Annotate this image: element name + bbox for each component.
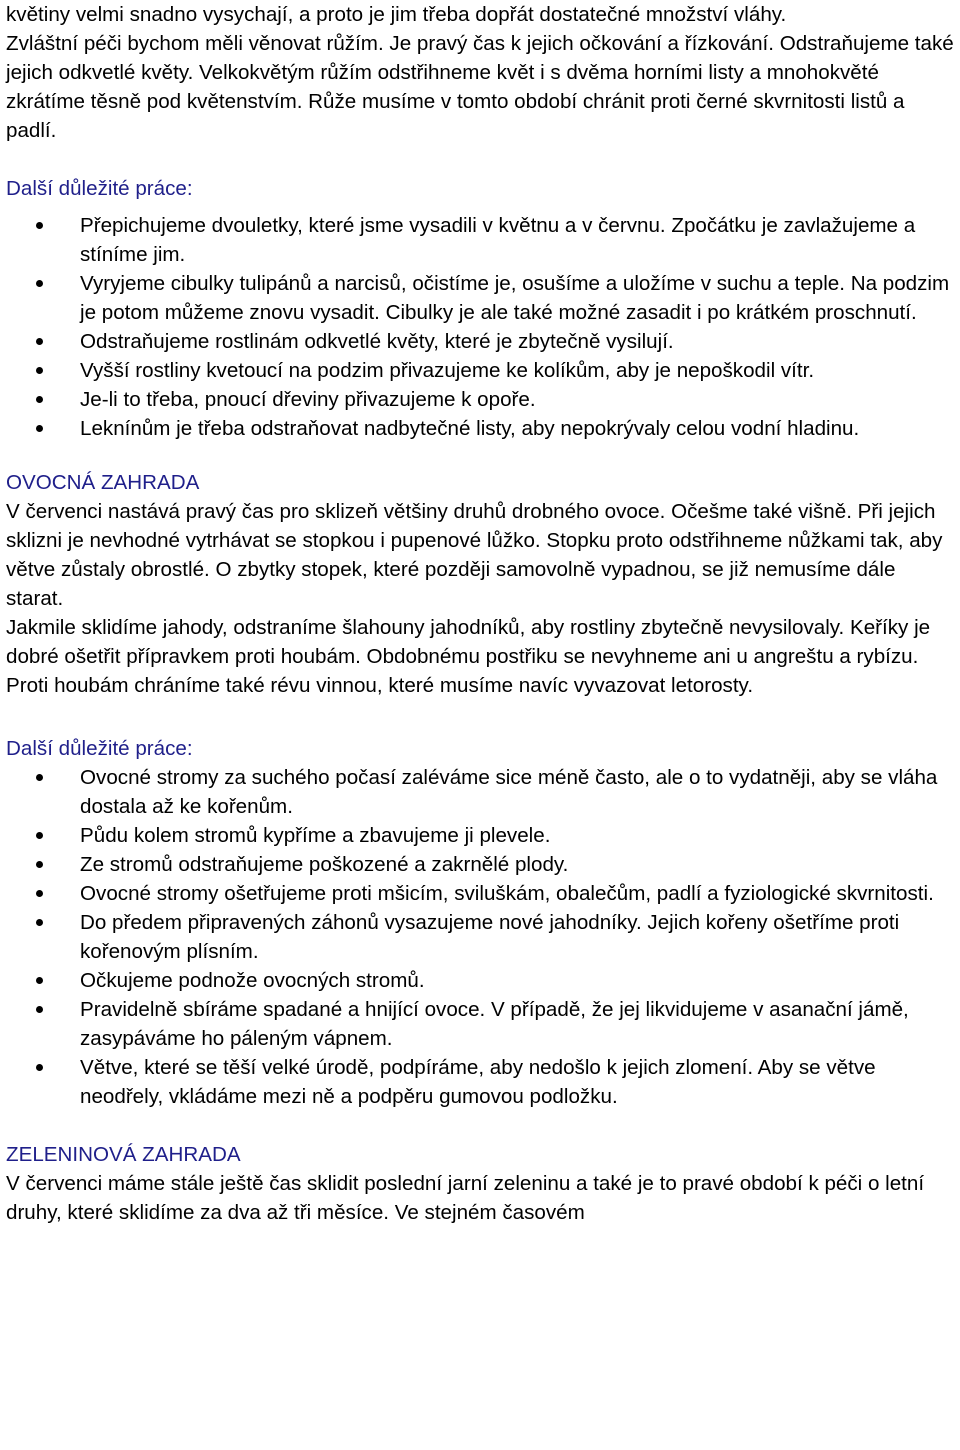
vegetable-section [6, 1140, 956, 1227]
bullet-list [6, 763, 956, 1111]
intro-section [6, 0, 956, 145]
intro-paragraph: květiny velmi snadno vysychají, a proto je jim třeba dopřát dostatečné množství vláhy. [6, 3, 787, 26]
section-other-work-2 [6, 734, 956, 1111]
list-item: Ovocné stromy za suchého počasí zaléváme sice méně často, ale o to vydatněji, aby se vláha dostala až ke kořenům. [6, 763, 956, 821]
list-item: Je-li to třeba, pnoucí dřeviny přivazujeme k opoře. [6, 385, 956, 414]
spacer [6, 1111, 956, 1140]
bullet-icon [36, 367, 43, 374]
bullet-icon [36, 396, 43, 403]
intro-paragraph: Zvláštní péči bychom měli věnovat růžím. Je pravý čas k jejich očkování a řízkování. Odstraňujeme také jejich odkvetlé květy. Velkokvětým růžím odstřihneme květ i s dvěma horními listy a mnohokvěté zkrátíme těsně pod květenstvím. Růže musíme v tomto období chránit proti černé skvrnitosti listů a padlí. [6, 32, 954, 142]
list-item: Vyryjeme cibulky tulipánů a narcisů, očistíme je, osušíme a uložíme v suchu a teple. Na podzim je potom můžeme znovu vysadit. Cibulky je ale také možné zasadit i po krátkém proschnutí. [6, 269, 956, 327]
bullet-icon [36, 280, 43, 287]
list-item: Přepichujeme dvouletky, které jsme vysadili v květnu a v červnu. Zpočátku je zavlažujeme a stíníme jim. [6, 211, 956, 269]
vegetable-paragraph: V červenci máme stále ještě čas sklidit poslední jarní zeleninu a také je to pravé období k péči o letní druhy, které sklidíme za dva až tři měsíce. Ve stejném časovém [6, 1172, 925, 1224]
list-item: Ovocné stromy ošetřujeme proti mšicím, sviluškám, obalečům, padlí a fyziologické skvrnitosti. [6, 879, 956, 908]
section-heading: ZELENINOVÁ ZAHRADA [6, 1143, 241, 1166]
bullet-icon [36, 425, 43, 432]
section-heading: OVOCNÁ ZAHRADA [6, 471, 200, 494]
list-item: Půdu kolem stromů kypříme a zbavujeme ji plevele. [6, 821, 956, 850]
spacer [6, 700, 956, 734]
bullet-icon [36, 832, 43, 839]
bullet-icon [36, 338, 43, 345]
section-heading: Další důležité práce: [6, 737, 193, 760]
spacer [6, 145, 956, 174]
bullet-icon [36, 222, 43, 229]
bullet-icon [36, 1064, 43, 1071]
list-item: Leknínům je třeba odstraňovat nadbytečné listy, aby nepokrývaly celou vodní hladinu. [6, 414, 956, 443]
bullet-icon [36, 977, 43, 984]
list-item: Očkujeme podnože ovocných stromů. [6, 966, 956, 995]
bullet-list [6, 211, 956, 443]
list-item: Pravidelně sbíráme spadané a hnijící ovoce. V případě, že jej likvidujeme v asanační jámě, zasypáváme ho páleným vápnem. [6, 995, 956, 1053]
bullet-icon [36, 919, 43, 926]
bullet-icon [36, 774, 43, 781]
orchard-paragraph: Jakmile sklidíme jahody, odstraníme šlahouny jahodníků, aby rostliny zbytečně nevysilovaly. Keříky je dobré ošetřit přípravkem proti houbám. Obdobnému postřiku se nevyhneme ani u angreštu a rybízu. Proti houbám chráníme také révu vinnou, které musíme navíc vyvazovat letorosty. [6, 616, 931, 697]
section-other-work-1 [6, 174, 956, 443]
section-heading: Další důležité práce: [6, 177, 193, 200]
document-page [6, 0, 956, 1227]
bullet-icon [36, 861, 43, 868]
list-item: Do předem připravených záhonů vysazujeme nové jahodníky. Jejich kořeny ošetříme proti kořenovým plísním. [6, 908, 956, 966]
list-item: Větve, které se těší velké úrodě, podpíráme, aby nedošlo k jejich zlomení. Aby se větve neodřely, vkládáme mezi ně a podpěru gumovou podložku. [6, 1053, 956, 1111]
list-item: Odstraňujeme rostlinám odkvetlé květy, které je zbytečně vysilují. [6, 327, 956, 356]
list-item: Vyšší rostliny kvetoucí na podzim přivazujeme ke kolíkům, aby je nepoškodil vítr. [6, 356, 956, 385]
list-item: Ze stromů odstraňujeme poškozené a zakrnělé plody. [6, 850, 956, 879]
bullet-icon [36, 1006, 43, 1013]
spacer [6, 443, 956, 468]
bullet-icon [36, 890, 43, 897]
orchard-paragraph: V červenci nastává pravý čas pro sklizeň většiny druhů drobného ovoce. Očešme také višně. Při jejich sklizni je nevhodné vytrhávat se stopkou i pupenové lůžko. Stopku proto odstřihneme nůžkami tak, aby větve zůstaly obrostlé. O zbytky stopek, které později samovolně vypadnou, se již nemusíme dále starat. [6, 500, 943, 610]
orchard-section [6, 468, 956, 700]
